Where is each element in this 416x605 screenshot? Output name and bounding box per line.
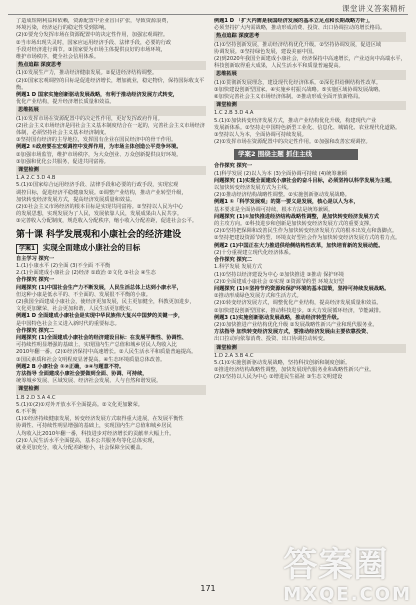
text-line: 问题探究 (1)全面建成小康社会的经济建设目标：在发展平衡性、协调性、 — [16, 334, 187, 341]
text-line: 的主攻方向。②科技进步和创新是加快转变经济发展方式的重要支撑。 — [214, 221, 375, 228]
text-line: ②坚持把建设资源节约型、环境友好型社会作为加快转变经济发展方式的着力点。 — [214, 235, 401, 242]
text-line: 统筹城乡发展、区域发展、经济社会发展、人与自然和谐发展。 — [16, 378, 162, 385]
text-line: 1.B 2.D 3.A 4.C — [16, 394, 56, 401]
text-line: 出口拉动向依靠消费、投资、出口协调拉动转变。 — [214, 336, 329, 343]
text-line: 课堂检测 — [214, 344, 406, 353]
text-line: 例题1 ①「科学发展观」的第一要义是发展，核心是以人为本， — [214, 199, 359, 206]
lesson-2-banner — [234, 149, 358, 160]
right-column-bottom-text — [214, 163, 406, 381]
text-line: 1.D 2.A 3.B 4.C — [214, 352, 254, 359]
text-line: 协调发展。③坚持绿色发展，建设美丽中国。 — [214, 48, 318, 55]
text-line: (2)①坚持以人民为中心 ②增进民生福祉 ③生态文明建设 — [214, 374, 343, 381]
text-line: 体制，必须坚持社会主义基本经济制度。 — [16, 130, 110, 137]
text-line: ②当市场出现失灵时，国家应运用经济手段、法律手段，必要的行政 — [16, 39, 172, 46]
text-line: 问题探究 (1)①坚持节约资源和保护环境的基本国策，坚持可持续发展战略。 — [214, 285, 390, 292]
text-line: 方法指导 加快转变经济发展方式，要推动经济发展由主要依靠投资、 — [214, 329, 372, 336]
text-line: 但这种小康是低水平的、不全面的、发展很不平衡的小康。 — [16, 291, 151, 298]
right-column-top-text — [214, 18, 406, 146]
text-line: 问题探究 (1)①加快推进经济结构战略性调整，是加快转变经济发展方式 — [214, 213, 379, 220]
text-line: 5.(1)①实施创新驱动发展战略，坚持科技创新和制度创新。 — [214, 359, 351, 366]
text-line: 2.(1)全面建成小康社会 (2)经济 ①政治 ②文化 ③社会 ④生态 — [16, 270, 156, 277]
text-line: (2)①人民生活水平全面提高，基本公共服务均等化总体实现， — [16, 437, 158, 444]
text-line: 课堂检测 — [214, 101, 406, 110]
text-line: (2)①全面建成小康社会 ②实现 ③资源节约型 环境友好型 — [214, 278, 344, 285]
text-line: 合作探究 探究一 — [16, 277, 55, 284]
text-line: 优化产业结构，提升经济增长质量和效益。 — [16, 99, 115, 106]
left-column-top-text — [16, 18, 206, 226]
text-line: (2)①发挥市场在资源配置中的决定性作用。②加强和改善宏观调控。 — [214, 139, 371, 146]
text-line: (2)我国全面建成小康社会，使经济更加发展，民主更加健全，科教更加进步， — [16, 298, 195, 305]
text-line: (2)①要充分发挥市场在资源配置中的决定性作用，加强宏观调控。 — [16, 32, 169, 39]
text-line: 5.(1)①(2)①对外开放水平全面提高。②文化更加繁荣。 — [16, 401, 143, 408]
text-line: 例题3 (1)实施创新驱动发展战略，推动经济转型升级。 — [214, 314, 342, 321]
text-line: 1.科学发展 发展方式 — [214, 264, 263, 271]
text-line: 发展新体系。②坚持走中国特色新型工业化、信息化、城镇化、农业现代化道路。 — [214, 124, 401, 131]
text-line: (2)①转变经济发展方式，调整优化产业结构，提高经济发展质量和效益。 — [214, 300, 382, 307]
lesson-2-label: 学案2 — [238, 150, 256, 159]
text-line: (1)①坚持以经济建设为中心 ②加快推进 ③推动 保护环境 — [214, 271, 344, 278]
left-column-bottom-text — [16, 256, 206, 452]
text-line: (2)①推动经济结构战略性调整。②实施创新驱动发展战略。 — [214, 192, 350, 199]
text-line: ②加强市场监管，维护市场秩序，为大众创业、万众创新提供良好环境。 — [16, 151, 182, 158]
text-line: 课堂检测 — [16, 166, 206, 175]
text-line: (2)①加快推进产业结构优化升级 ②发展战略性新兴产业和现代服务业。 — [214, 321, 378, 328]
text-line: ③加强和优化公共服务，促进共同富裕。 — [16, 158, 109, 165]
text-line: (1)①坚持创新发展，推动经济结构优化升级。②坚持协调发展，促进区域 — [214, 41, 382, 48]
text-line: 思维拓展 — [214, 70, 406, 79]
text-line: 以加快转变经济发展方式为主线。 — [214, 185, 292, 192]
text-line: (1)①经济持续健康发展，转变经济发展方式取得重大进展，在发展平衡性 — [16, 416, 184, 423]
text-line: (1)科学发展 (2)以人为本 (3)全面协调可持续 (4)统筹兼顾 — [214, 170, 347, 177]
text-line: (1)①发展生产力，推动经济健康发展。②促进经济结构调整。 — [16, 70, 158, 77]
text-line: ⑥加快完善社会主义市场经济体制。⑦推动形成全面开放新格局。 — [214, 94, 364, 101]
page-number: 171 — [200, 584, 216, 593]
text-line: (2)①国家宏观调控的目标是促进经济增长，增加就业，稳定物价，保持国际收支平衡。 — [16, 77, 205, 91]
watermark-line-2: MXQE.COM — [283, 584, 412, 605]
text-line: (2)社会主义市场经济是同社会主义基本制度结合在一起的，完善社会主义市场经济 — [16, 122, 205, 129]
text-line: 2010年翻一番。(2)①经济保持中高速增长。②人民生活水平和质量普遍提高。 — [16, 349, 197, 356]
text-line: 课堂检测 — [16, 385, 206, 394]
text-line: (1)①贯彻新发展理念，建设现代化经济体系。②深化供给侧结构性改革。 — [214, 79, 382, 86]
text-line: 6.不平衡 — [16, 408, 37, 415]
text-line: ②推进经济结构战略性调整，加快发展现代服务业和战略性新兴产业。 — [214, 367, 375, 374]
text-line: (2)到2020年我国全面建成小康社会，经济保持中高速增长，产业迈向中高端水平， — [214, 56, 406, 63]
lesson-1-title — [16, 242, 206, 254]
text-line: 例题2 ①政府要在宏观调控中发挥作用，为市场主体创造公平竞争环境。 — [16, 144, 182, 151]
text-line: 必须坚持扩大内需战略，推动形成消费、投资、出口协调拉动的增长格局。 — [214, 25, 386, 32]
text-line: 自主学习 探究一 — [16, 255, 55, 262]
text-line: 5.(1)①加快转变经济发展方式，推动产业结构优化升级，构建现代产业 — [214, 117, 377, 124]
watermark-line-1: 答案圈 — [283, 545, 389, 585]
text-line: 人均收入比2010年翻一番，科技进步对经济增长的贡献率大幅上升。 — [16, 430, 175, 437]
text-line: ③国民素质和社会文明程度显著提高。④生态环境质量总体改善。 — [16, 356, 166, 363]
text-line: 调控目标，促进经济平稳健康发展。②调整产业结构，推动产业转型升级， — [16, 189, 187, 196]
text-line: 可持续性明显增强的基础上，实现国内生产总值和城乡居民人均收入比 — [16, 342, 177, 349]
lesson-2-title: 围绕主题 抓住主线 — [257, 150, 313, 159]
section-title-chapter-10: 第十课 科学发展观和小康社会的经济建设 — [16, 229, 182, 240]
text-line: ③完善收入分配制度，规范收入分配秩序，缩小收入分配差距，促进社会公平。 — [16, 218, 198, 225]
text-line: 1.(1)小康水平 (2)全面 (3)不全面 不平衡 — [16, 262, 111, 269]
text-line: 了造成短期利益和依赖，资源配置中企业盲目扩张，导致资源浪费， — [16, 18, 172, 24]
text-line: 的发展思想，实现发展为了人民，发展依靠人民，发展成果由人民共享。 — [16, 211, 183, 218]
text-line: ③坚持国有经济的主导地位，发挥国有企业在国民经济中的骨干作用。 — [16, 137, 177, 144]
text-line: ③坚持以人为本，全面协调可持续发展。 — [214, 132, 307, 139]
text-line: 合作探究 探究一 — [214, 163, 253, 170]
text-line: 例题2 B 小康社会 ①②正确，③④与题意不符。 — [16, 363, 125, 370]
text-line: 1.C 2.B 3.D 4.A — [214, 110, 254, 117]
text-line: (1)①发挥市场在资源配置中的决定性作用，更好发挥政府作用。 — [16, 115, 163, 122]
left-column — [16, 18, 206, 583]
text-line: 科技创新取得重大成果，人民生活水平和质量普遍提高。 — [214, 63, 344, 70]
text-line: 例题1 D 全面建成小康社会是实现中华民族伟大复兴中国梦的关键一步， — [16, 313, 184, 320]
text-line: 合作探究 探究二 — [16, 327, 55, 334]
text-line: (2)①坚持把保障和改善民生作为加快转变经济发展方式的根本出发点和落脚点。 — [214, 228, 398, 235]
text-line: 环境污染，经济运行的稳定性受到影响。 — [16, 25, 110, 32]
right-column — [214, 18, 406, 583]
text-line: ②推动形成绿色发展方式和生活方式。 — [214, 293, 302, 300]
text-line: 方法指导 全面建成小康社会要做到全面、协调、可持续， — [16, 370, 148, 377]
text-line: 就业更加充分，收入分配差距缩小，社会保障全民覆盖。 — [16, 444, 146, 451]
text-line: 例题2 (1)中国正在大力推进供给侧结构性改革，加快培育新的发展动能。 — [214, 242, 384, 249]
text-line: 1.A 2.C 3.D 4.B — [16, 175, 56, 182]
text-line: 维护市场秩序，健全社会信用体系。 — [16, 54, 100, 61]
text-line: 文化更加繁荣，社会更加和谐，人民生活更加殷实。 — [16, 306, 136, 313]
header-rule — [8, 14, 408, 15]
text-line: 是中国特色社会主义进入新时代的重要标志。 — [16, 320, 120, 327]
watermark-logo — [283, 537, 412, 604]
text-line: 加快转变经济发展方式，提高经济发展质量和效益。 — [16, 196, 136, 203]
text-line: 热点追踪 深度思考 — [16, 61, 206, 70]
text-line: (2)①社会主义市场经济的根本目标是实现共同富裕。②坚持以人民为中心 — [16, 204, 184, 211]
text-line: 协调性、可持续性明显增强的基础上，实现国内生产总值和城乡居民 — [16, 423, 172, 430]
text-line: 思维拓展 — [16, 106, 206, 115]
lesson-1-label: 学案1 — [16, 244, 38, 254]
text-line: 例题1 D 「扩大内需是我国经济发展的基本立足点和长期战略方针」， — [214, 18, 374, 24]
lesson-1-title-text: 实现全面建成小康社会的目标 — [42, 242, 141, 252]
text-line: 例题1 D 国家实施创新驱动发展战略，有利于推动经济发展方式转变， — [16, 92, 178, 99]
text-line: 合作探究 探究二 — [214, 257, 253, 264]
page-header-title: 课堂讲义答案精析 — [342, 4, 406, 13]
text-line: 问题探究 (1)中国社会生产力不断发展，人民生活总体上达到小康水平， — [16, 284, 182, 291]
text-line: (2)十分重视建立现代化经济体系。 — [214, 249, 294, 256]
text-line: 手段对经济进行调节。③国家要为市场主体提供良好的市场环境， — [16, 46, 166, 53]
text-line: 问题探究 (1)实现全面建成小康社会的奋斗目标，必须坚持以科学发展为主题， — [214, 177, 396, 184]
text-line: ②加快建设创新型国家，推动科技进步。③大力发展循环经济，节能减排。 — [214, 307, 385, 314]
text-line: 基本要求是全面协调可持续，根本方法是统筹兼顾。 — [214, 206, 334, 213]
text-line: 5.(1)①国家综合运用经济手段、法律手段和必要的行政手段，实现宏观 — [16, 182, 179, 189]
text-line: 热点追踪 深度思考 — [214, 32, 406, 41]
text-line: ③加快建设创新型国家。④实施乡村振兴战略。⑤实施区域协调发展战略。 — [214, 86, 384, 93]
